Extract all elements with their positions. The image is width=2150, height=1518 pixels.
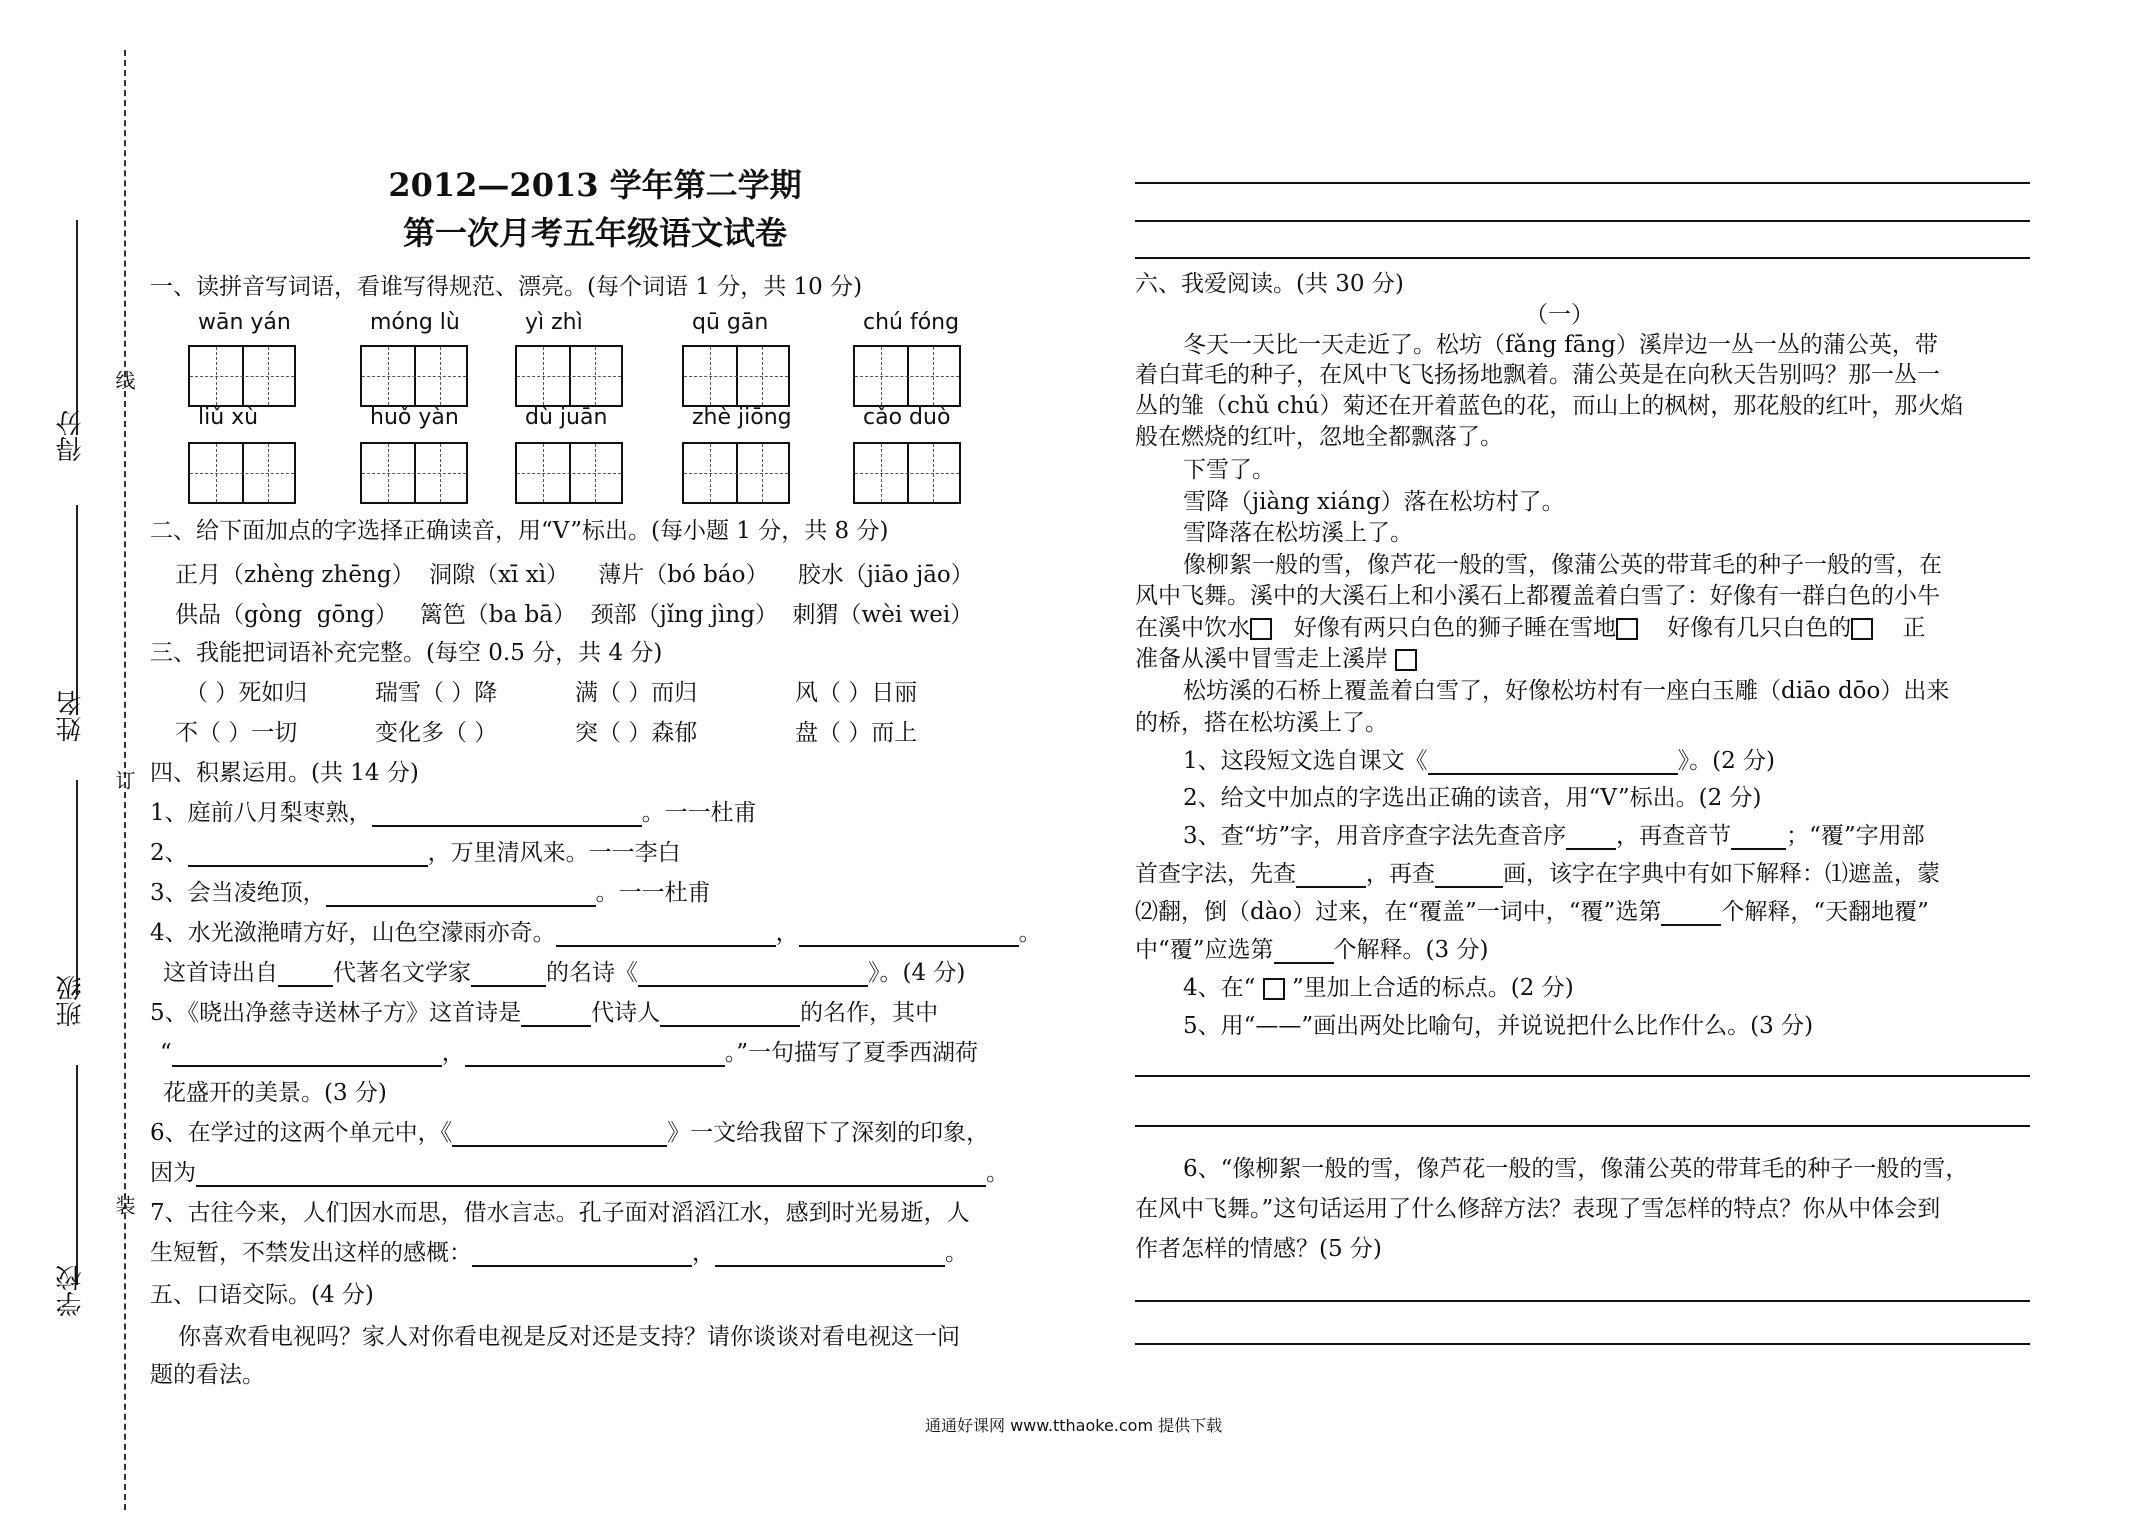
pinyin-label: liǔ xù [198, 405, 259, 430]
binding-mark-zhuang: 装 [112, 1195, 136, 1215]
name-label: 姓名 [56, 690, 86, 742]
answer-blank[interactable] [715, 1243, 945, 1267]
q3-item: 满（ ）而归 [575, 680, 698, 706]
passage-line-with-box: 准备从溪中冒雪走上溪岸 [1135, 640, 1417, 673]
q4-line-1: 1、庭前八月梨枣熟， 。一一杜甫 [150, 800, 757, 826]
class-write-line [76, 780, 78, 995]
pinyin-label: chú fóng [863, 310, 960, 335]
answer-blank[interactable] [471, 963, 546, 987]
q4-line-5: 这首诗出自 代著名文学家 的名诗《 》。(4 分) [163, 960, 966, 986]
answer-blank[interactable] [1435, 864, 1503, 888]
pinyin-label: qū gān [692, 310, 769, 335]
answer-blank[interactable] [472, 1243, 692, 1267]
answer-blank[interactable] [372, 803, 642, 827]
pinyin-label: huǒ yàn [370, 405, 459, 430]
character-writing-box[interactable] [188, 345, 296, 407]
pinyin-label: cǎo duò [863, 405, 951, 430]
character-writing-box[interactable] [360, 442, 468, 504]
answer-blank[interactable] [188, 843, 428, 867]
character-writing-box[interactable] [515, 442, 623, 504]
answer-blank[interactable] [521, 1003, 591, 1027]
pinyin-label: dù juān [525, 405, 608, 430]
character-writing-box[interactable] [360, 345, 468, 407]
answer-rule[interactable] [1135, 1075, 2030, 1077]
q6-subheading: （一） [1525, 302, 1594, 328]
punctuation-box[interactable] [1616, 618, 1638, 640]
exam-title-main: 第一次月考五年级语文试卷 [402, 214, 787, 252]
answer-rule[interactable] [1135, 1343, 2030, 1345]
pinyin-label: zhè jiōng [692, 405, 792, 430]
answer-blank[interactable] [1566, 826, 1616, 850]
answer-blank[interactable] [196, 1163, 986, 1187]
binding-mark-ding: 订 [112, 770, 136, 790]
q3-item: （ ）死如归 [185, 680, 308, 706]
answer-blank[interactable] [326, 883, 596, 907]
score-write-line [76, 220, 78, 435]
answer-blank[interactable] [1661, 902, 1721, 926]
answer-blank[interactable] [1731, 826, 1786, 850]
answer-blank[interactable] [1428, 751, 1678, 775]
q6-item-2: 2、给文中加点的字选出正确的读音，用“V”标出。(2 分) [1183, 785, 1762, 811]
q6-item-3c: ⑵翻，倒（dào）过来，在“覆盖”一词中，“覆”选第 个解释，“天翻地覆” [1135, 899, 1929, 925]
q3-item: 瑞雪（ ）降 [375, 680, 498, 706]
answer-rule[interactable] [1135, 1125, 2030, 1127]
answer-blank[interactable] [1274, 940, 1334, 964]
q4-line-11: 7、古往今来，人们因水而思，借水言志。孔子面对滔滔江水，感到时光易逝，人 [150, 1200, 970, 1226]
footer-credit: 通通好课网 www.tthaoke.com 提供下载 [925, 1416, 1223, 1435]
q2-row-1: 正月（zhèng zhēng） 洞隙（xī xì） 薄片（bó báo） 胶水（jiāo jāo） [175, 562, 974, 588]
punctuation-box[interactable] [1851, 618, 1873, 640]
passage-line: 的桥，搭在松坊溪上了。 [1135, 710, 1388, 736]
q5-heading: 五、口语交际。(4 分) [150, 1282, 374, 1308]
answer-blank[interactable] [799, 923, 1019, 947]
q2-heading: 二、给下面加点的字选择正确读音，用“V”标出。(每小题 1 分，共 8 分) [150, 518, 889, 544]
answer-rule[interactable] [1135, 1300, 2030, 1302]
passage-line: 着白茸毛的种子，在风中飞飞扬扬地飘着。蒲公英是在向秋天告别吗？那一丛一 [1135, 362, 1940, 388]
character-writing-box[interactable] [188, 442, 296, 504]
q6-item-4: 4、在“ ”里加上合适的标点。(2 分) [1183, 975, 1574, 1001]
q3-item: 变化多（ ） [375, 720, 498, 746]
answer-blank[interactable] [172, 1043, 442, 1067]
passage-line: 像柳絮一般的雪，像芦花一般的雪，像蒲公英的带茸毛的种子一般的雪，在 [1183, 552, 1942, 578]
passage-line: 般在燃烧的红叶，忽地全都飘落了。 [1135, 424, 1503, 450]
pinyin-label: móng lù [370, 310, 460, 335]
q4-line-8: 花盛开的美景。(3 分) [163, 1080, 387, 1106]
punctuation-box[interactable] [1250, 618, 1272, 640]
answer-blank[interactable] [638, 963, 868, 987]
q2-row-2: 供品（gòng gōng） 篱笆（ba bā） 颈部（jǐng jìng） 刺猬（wèi wei） [175, 602, 974, 628]
class-label: 班级 [56, 975, 86, 1027]
q6-item-6-line-3: 作者怎样的情感？(5 分) [1135, 1236, 1382, 1262]
q6-item-1: 1、这段短文选自课文《 》。(2 分) [1183, 748, 1776, 774]
binding-mark-xian: 线 [112, 370, 136, 390]
answer-rule [1135, 182, 2030, 184]
school-label: 学校 [56, 1265, 86, 1317]
q6-item-3d: 中“覆”应选第 个解释。(3 分) [1135, 937, 1489, 963]
passage-line: 雪降（jiàng xiáng）落在松坊村了。 [1183, 489, 1565, 515]
q3-item: 突（ ）森郁 [575, 720, 698, 746]
q4-line-9: 6、在学过的这两个单元中，《 》一文给我留下了深刻的印象， [150, 1120, 990, 1146]
q3-item: 不（ ）一切 [175, 720, 298, 746]
q4-line-10: 因为 。 [150, 1160, 1009, 1186]
passage-line-with-boxes: 在溪中饮水 好像有两只白色的狮子睡在雪地 好像有几只白色的 正 [1135, 615, 1926, 641]
q5-text-2: 题的看法。 [150, 1362, 265, 1388]
answer-rule [1135, 257, 2030, 259]
q4-heading: 四、积累运用。(共 14 分) [150, 760, 419, 786]
pinyin-label: yì zhì [525, 310, 583, 335]
character-writing-box[interactable] [682, 442, 790, 504]
score-label: 得分 [56, 410, 86, 462]
character-writing-box[interactable] [682, 345, 790, 407]
q3-item: 盘（ ）而上 [795, 720, 918, 746]
answer-blank[interactable] [660, 1003, 800, 1027]
q6-item-3a: 3、查“坊”字，用音序查字法先查音序 ，再查音节 ；“覆”字用部 [1183, 823, 1925, 849]
q1-heading: 一、读拼音写词语，看谁写得规范、漂亮。(每个词语 1 分，共 10 分) [150, 274, 863, 300]
q4-line-4: 4、水光潋滟晴方好，山色空濛雨亦奇。 ， 。 [150, 920, 1042, 946]
school-write-line [76, 1065, 78, 1285]
q3-item: 风（ ）日丽 [795, 680, 918, 706]
punctuation-box[interactable] [1395, 649, 1417, 671]
answer-blank[interactable] [452, 1123, 667, 1147]
q6-heading: 六、我爱阅读。(共 30 分) [1135, 271, 1404, 297]
passage-line: 松坊溪的石桥上覆盖着白雪了，好像松坊村有一座白玉雕（diāo dōo）出来 [1183, 678, 1950, 704]
q6-item-6-line-1: 6、“像柳絮一般的雪，像芦花一般的雪，像蒲公英的带茸毛的种子一般的雪， [1183, 1156, 1969, 1182]
character-writing-box[interactable] [515, 345, 623, 407]
character-writing-box[interactable] [853, 345, 961, 407]
answer-rule [1135, 220, 2030, 222]
passage-line: 冬天一天比一天走近了。松坊（fǎng fāng）溪岸边一丛一丛的蒲公英，带 [1183, 332, 1938, 358]
q6-item-5: 5、用“——”画出两处比喻句，并说说把什么比作什么。(3 分) [1183, 1013, 1814, 1039]
q4-line-12: 生短暂，不禁发出这样的感概： ， 。 [150, 1240, 968, 1266]
passage-line: 雪降落在松坊溪上了。 [1183, 520, 1413, 546]
q3-heading: 三、我能把词语补充完整。(每空 0.5 分，共 4 分) [150, 640, 663, 666]
name-write-line [76, 505, 78, 715]
q6-item-6-line-2: 在风中飞舞。”这句话运用了什么修辞方法？表现了雪怎样的特点？你从中体会到 [1135, 1196, 1941, 1222]
pinyin-label: wān yán [198, 310, 291, 335]
q5-text-1: 你喜欢看电视吗？家人对你看电视是反对还是支持？请你谈谈对看电视这一问 [178, 1324, 960, 1350]
passage-line: 丛的雏（chǔ chú）菊还在开着蓝色的花，而山上的枫树，那花般的红叶，那火焰 [1135, 393, 1964, 419]
answer-blank[interactable] [465, 1043, 725, 1067]
q6-item-3b: 首查字法，先查 ，再查 画，该字在字典中有如下解释：⑴遮盖，蒙 [1135, 861, 1940, 887]
answer-blank[interactable] [1296, 864, 1366, 888]
q4-line-3: 3、会当凌绝顶， 。一一杜甫 [150, 880, 711, 906]
passage-line: 下雪了。 [1183, 457, 1275, 483]
passage-line: 风中飞舞。溪中的大溪石上和小溪石上都覆盖着白雪了：好像有一群白色的小牛 [1135, 583, 1940, 609]
character-writing-box[interactable] [853, 442, 961, 504]
exam-title-term: 2012—2013 学年第二学期 [388, 166, 802, 204]
q4-line-6: 5、《晓出净慈寺送林子方》这首诗是 代诗人 的名作，其中 [150, 1000, 939, 1026]
punctuation-box-icon [1263, 978, 1285, 1000]
q4-line-7: “ ， 。”一句描写了夏季西湖荷 [160, 1040, 979, 1066]
answer-blank[interactable] [278, 963, 333, 987]
q4-line-2: 2、 ，万里清风来。一一李白 [150, 840, 681, 866]
answer-blank[interactable] [556, 923, 776, 947]
